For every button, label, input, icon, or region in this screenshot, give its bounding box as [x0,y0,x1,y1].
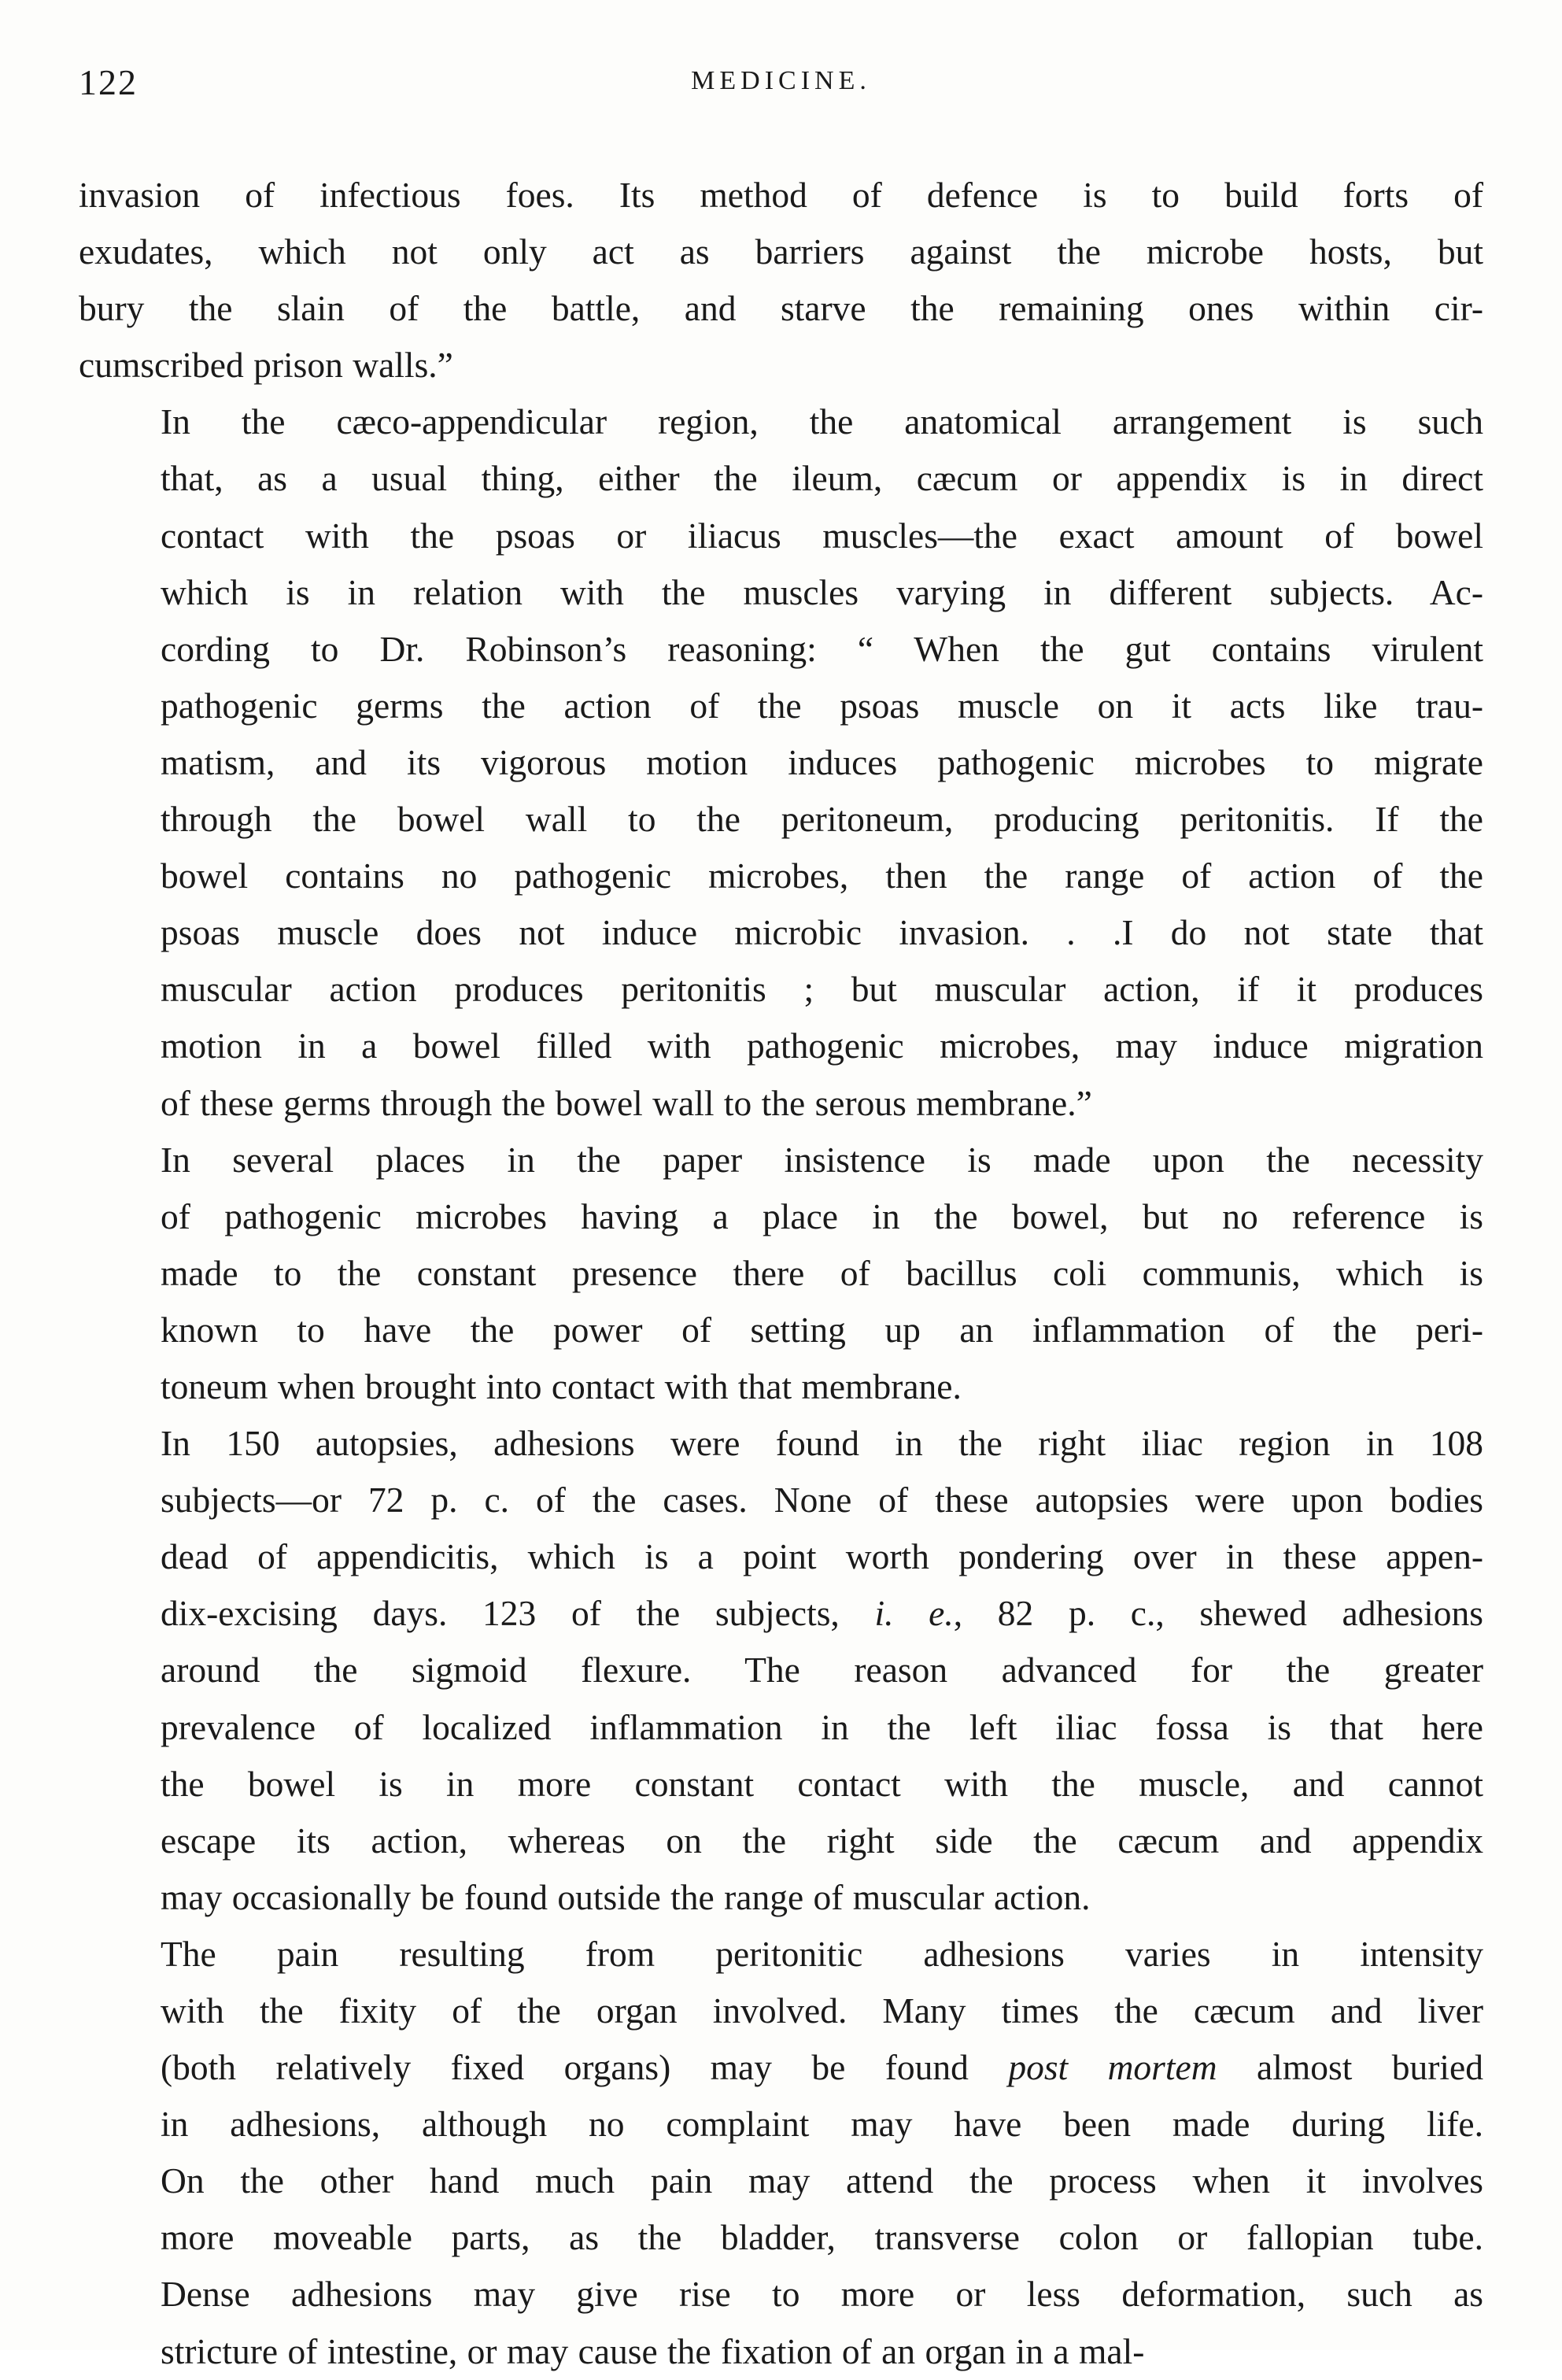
text-line: around the sigmoid flexure. The reason advanced for the greater [161,1650,1483,1691]
page-header [79,61,1483,109]
paragraph [79,1415,1483,1926]
text-line: In 150 autopsies, adhesions were found in the right iliac region in 108 [161,1423,1483,1464]
text-line: of these germs through the bowel wall to the serous membrane.” [161,1082,1092,1123]
text-line: through the bowel wall to the peritoneum, producing peritonitis. If the [161,799,1483,840]
text-line: toneum when brought into contact with that membrane. [161,1366,962,1406]
body-text [79,167,1483,2380]
paragraph [79,1132,1483,1415]
text-line: that, as a usual thing, either the ileum, cæcum or appendix is in direct [161,458,1483,499]
text-line: motion in a bowel filled with pathogenic microbes, may induce migration [161,1026,1483,1066]
text-line: with the fixity of the organ involved. Many times the cæcum and liver [161,1990,1483,2031]
text-line: made to the constant presence there of bacillus coli communis, which is [161,1252,1483,1293]
text-line: matism, and its vigorous motion induces pathogenic microbes to migrate [161,741,1483,782]
page-number: 122 [79,62,138,102]
paragraph [79,1926,1483,2380]
text-line: may occasionally be found outside the range of muscular action. [161,1876,1091,1917]
text-line: pathogenic germs the action of the psoas muscle on it acts like trau- [161,685,1483,726]
text-line: bowel contains no pathogenic microbes, then the range of action of the [161,856,1483,896]
paragraph [79,167,1483,394]
text-line: invasion of infectious foes. Its method of defence is to build forts of [79,175,1483,215]
text-line: The pain resulting from peritonitic adhesions varies in intensity [161,1933,1483,1974]
text-line: Dense adhesions may give rise to more or less deformation, such as [161,2274,1483,2315]
text-line: known to have the power of setting up an inflammation of the peri- [161,1309,1483,1350]
text-line: exudates, which not only act as barriers against the microbe hosts, but [79,231,1483,272]
text-line: muscular action produces peritonitis ; but muscular action, if it produces [161,969,1483,1010]
paragraph [79,394,1483,1131]
text-line: which is in relation with the muscles varying in different subjects. Ac- [161,571,1483,612]
text-line: bury the slain of the battle, and starve the remaining ones within cir- [79,288,1483,329]
text-line: On the other hand much pain may attend the process when it involves [161,2160,1483,2201]
text-line: (both relatively fixed organs) may be found post mortem almost buried [161,2047,1483,2088]
text-line: prevalence of localized inflammation in the left iliac fossa is that here [161,1706,1483,1747]
text-line: subjects—or 72 p. c. of the cases. None of these autopsies were upon bodies [161,1480,1483,1521]
text-line: escape its action, whereas on the right side the cæcum and appendix [161,1820,1483,1861]
text-line: dix-excising days. 123 of the subjects, i. e., 82 p. c., shewed adhesions [161,1593,1483,1634]
text-line: In several places in the paper insistence is made upon the necessity [161,1139,1483,1180]
text-line: the bowel is in more constant contact with the muscle, and cannot [161,1763,1483,1804]
text-line: contact with the psoas or iliacus muscles—the exact amount of bowel [161,515,1483,556]
text-line: dead of appendicitis, which is a point worth pondering over in these appen- [161,1536,1483,1577]
text-line: in adhesions, although no complaint may have been made during life. [161,2104,1483,2145]
text-line: more moveable parts, as the bladder, transverse colon or fallopian tube. [161,2217,1483,2258]
text-line: In the cæco-appendicular region, the anatomical arrangement is such [161,401,1483,442]
text-line: cording to Dr. Robinson’s reasoning: “ When the gut contains virulent [161,628,1483,669]
text-line: cumscribed prison walls.” [79,345,453,386]
text-line: stricture of intestine, or may cause the fixation of an organ in a mal- [161,2330,1145,2371]
running-head: MEDICINE. [691,66,871,95]
text-line: psoas muscle does not induce microbic invasion. . .I do not state that [161,912,1483,953]
text-line: of pathogenic microbes having a place in the bowel, but no reference is [161,1196,1483,1236]
